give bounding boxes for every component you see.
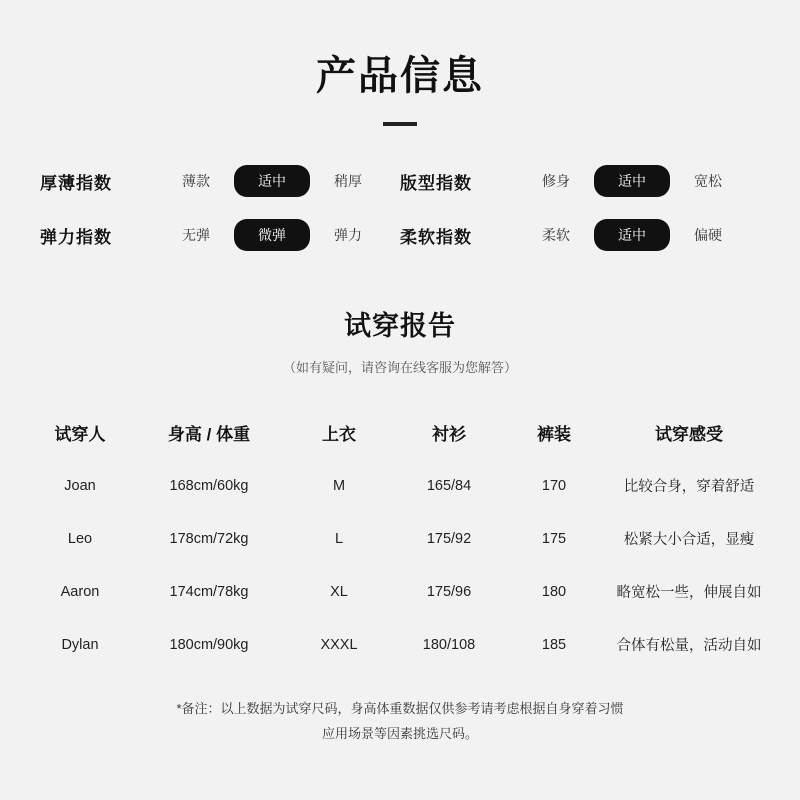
column-header-top: 上衣 <box>322 425 356 444</box>
index-group-thickness <box>40 165 400 197</box>
cell-feel: 松紧大小合适，显瘦 <box>623 532 755 548</box>
report-title: 试穿报告 <box>344 311 456 341</box>
cell-size: 174cm/78kg <box>169 583 249 600</box>
index-option[interactable]: 弹力 <box>334 227 362 243</box>
index-option[interactable]: 稍厚 <box>334 173 362 189</box>
index-option-selected[interactable]: 适中 <box>594 219 670 251</box>
column-header-size: 身高 / 体重 <box>167 425 251 444</box>
index-option[interactable]: 修身 <box>542 173 570 189</box>
table-row <box>26 459 774 512</box>
cell-size: 178cm/72kg <box>169 530 249 547</box>
index-group-fit <box>400 165 760 197</box>
cell-name: Aaron <box>60 583 100 600</box>
index-group-elasticity <box>40 219 400 251</box>
index-label: 版型指数 <box>400 173 472 193</box>
title-divider <box>383 122 417 126</box>
footnote <box>0 697 800 746</box>
cell-pants: 170 <box>541 477 567 494</box>
index-group-softness <box>400 219 760 251</box>
column-header-pants: 裤装 <box>537 425 571 444</box>
cell-shirt: 175/96 <box>426 583 472 600</box>
cell-name: Dylan <box>61 636 99 653</box>
cell-shirt: 175/92 <box>426 530 472 547</box>
index-option[interactable]: 偏硬 <box>694 227 722 243</box>
cell-top: M <box>332 477 346 494</box>
column-header-name: 试穿人 <box>54 425 106 444</box>
index-option-selected[interactable]: 适中 <box>234 165 310 197</box>
table-row <box>26 565 774 618</box>
index-option-selected[interactable]: 适中 <box>594 165 670 197</box>
cell-top: L <box>334 530 344 547</box>
index-option[interactable]: 宽松 <box>694 173 722 189</box>
table-row <box>26 618 774 671</box>
table-header-row <box>26 406 774 459</box>
cell-size: 180cm/90kg <box>169 636 249 653</box>
index-row <box>40 208 760 262</box>
cell-shirt: 165/84 <box>426 477 472 494</box>
page-title: 产品信息 <box>316 54 484 98</box>
cell-pants: 185 <box>541 636 567 653</box>
table-row <box>26 512 774 565</box>
cell-name: Joan <box>64 477 96 494</box>
index-option[interactable]: 薄款 <box>182 173 210 189</box>
cell-feel: 比较合身，穿着舒适 <box>623 479 755 495</box>
index-block <box>0 154 800 262</box>
cell-top: XXXL <box>320 636 358 653</box>
index-label: 柔软指数 <box>400 227 472 247</box>
cell-size: 168cm/60kg <box>169 477 249 494</box>
footnote-line-2: 应用场景等因素挑选尺码。 <box>321 725 478 741</box>
cell-pants: 175 <box>541 530 567 547</box>
cell-pants: 180 <box>541 583 567 600</box>
fit-report-table <box>0 406 800 671</box>
index-label: 厚薄指数 <box>40 173 112 193</box>
footnote-line-1: *备注：以上数据为试穿尺码，身高体重数据仅供参考请考虑根据自身穿着习惯 <box>176 701 624 716</box>
cell-feel: 略宽松一些，伸展自如 <box>616 585 762 601</box>
index-option[interactable]: 柔软 <box>542 227 570 243</box>
index-option-selected[interactable]: 微弹 <box>234 219 310 251</box>
index-row <box>40 154 760 208</box>
report-subtitle: （如有疑问，请咨询在线客服为您解答） <box>282 360 517 375</box>
column-header-feel: 试穿感受 <box>655 425 723 444</box>
cell-feel: 合体有松量，活动自如 <box>616 638 762 654</box>
index-option[interactable]: 无弹 <box>182 227 210 243</box>
cell-name: Leo <box>67 530 93 547</box>
index-label: 弹力指数 <box>40 227 112 247</box>
cell-shirt: 180/108 <box>422 636 476 653</box>
cell-top: XL <box>330 583 348 600</box>
column-header-shirt: 衬衫 <box>432 425 466 444</box>
